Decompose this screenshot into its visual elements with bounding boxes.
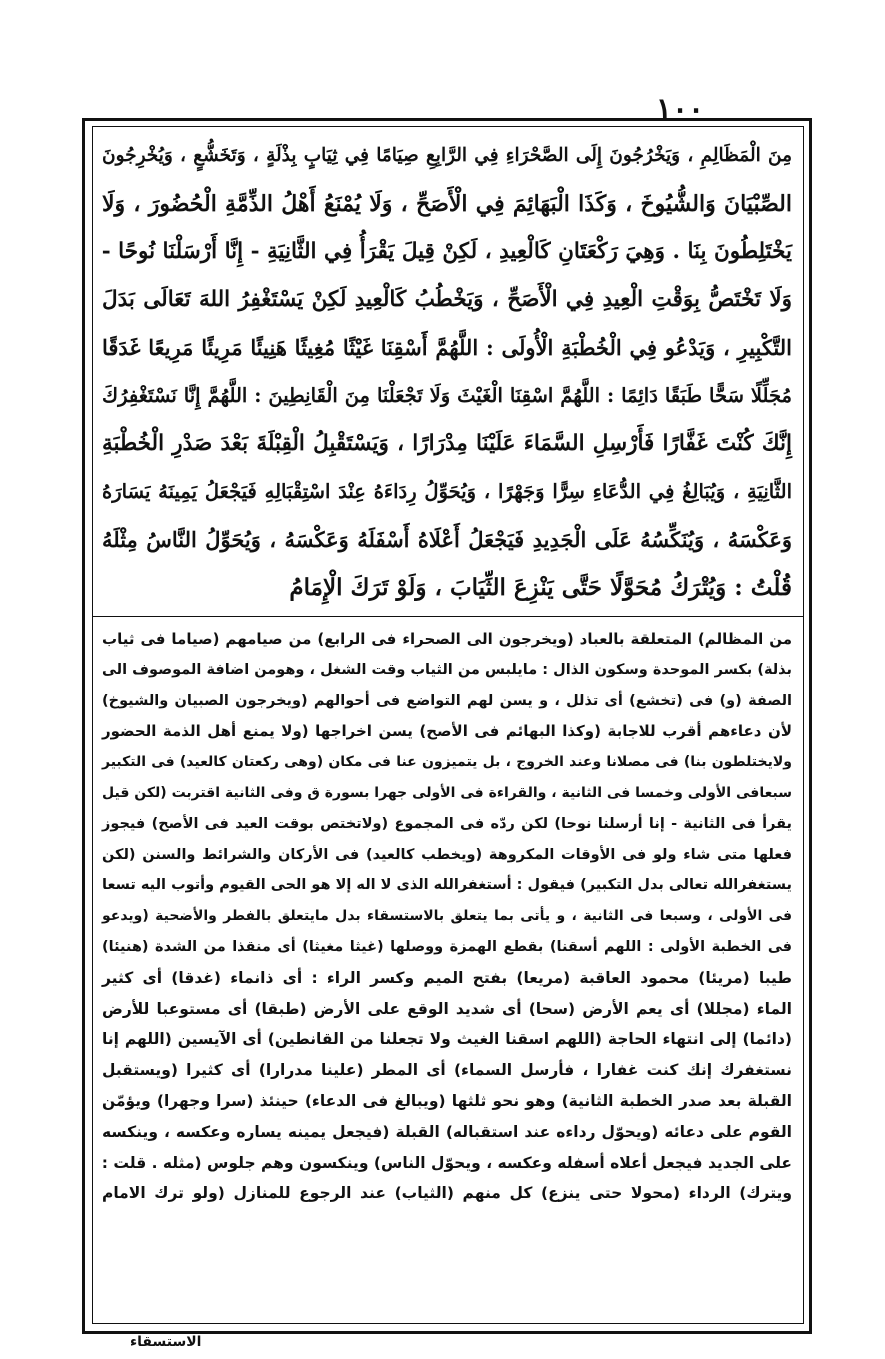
commentary-line: من المظالم) المتعلقة بالعباد (ويخرجون الى الصحراء فى الرابع) من صيامهم (صياما فى ثياب xyxy=(102,630,792,648)
section-divider xyxy=(92,616,804,617)
commentary-block xyxy=(94,624,800,1324)
commentary-line: بذلة) بكسر الموحدة وسكون الذال : مايلبس من الثياب وقت الشغل ، وهومن اضافة الموصوف الى xyxy=(102,661,792,678)
main-text-line: وَعَكْسَهُ ، وَيُنَكِّسُهُ عَلَى الْجَدِيدِ فَيَجْعَلُ أَعْلَاهُ أَسْفَلَهُ وَعَكْسَهُ ، وَيُحَوِّلُ النَّاسُ مِثْلَهُ xyxy=(102,527,792,552)
main-text-line: قُلْتُ : وَيُتْرَكُ مُحَوَّلًا حَتَّى يَنْزِعَ الثِّيَابَ ، وَلَوْ تَرَكَ الْإِمَامُ xyxy=(289,574,792,601)
commentary-line: الصفة (و) فى (تخشع) أى تذلل ، و يسن لهم التواضع فى أحوالهم (ويخرجون الصبيان والشيوخ) xyxy=(102,692,792,709)
main-text-line: وَلَا تَخْتَصُّ بِوَقْتِ الْعِيدِ فِي الْأَصَحِّ ، وَيَخْطُبُ كَالْعِيدِ لَكِنْ يَسْتَغْفِرُ اللهَ تَعَالَى بَدَلَ xyxy=(102,287,792,312)
commentary-line: لأن دعاءهم أقرب للاجابة (وكذا البهائم فى الأصح) يسن اخراجها (ولا يمنع أهل الذمة الحضور xyxy=(102,722,792,741)
main-text-line: التَّكْبِيرِ ، وَيَدْعُو فِي الْخُطْبَةِ الْأُولَى : اللَّهُمَّ أَسْقِنَا غَيْثًا مُغِيثًا هَنِيئًا مَرِيئًا مَرِيعًا غَدَقًا xyxy=(102,335,792,360)
commentary-line: يقرأ فى الثانية - إنا أرسلنا نوحا) لكن ردّه فى المجموع (ولاتختص بوقت العيد فى الأصح) فيجوز xyxy=(102,815,792,832)
main-text-line: إِنَّكَ كُنْتَ غَفَّارًا فَأَرْسِلِ السَّمَاءَ عَلَيْنَا مِدْرَارًا ، وَيَسْتَقْبِلُ الْقِبْلَةَ بَعْدَ صَدْرِ الْخُطْبَةِ xyxy=(102,431,792,456)
commentary-line: فى الخطبة الأولى : اللهم أسقنا) بقطع الهمزة ووصلها (غيثا مغيثا) أى منقذا من الشدة (هنيئا) xyxy=(102,938,792,955)
commentary-line: فعلها متى شاء ولو فى الأوقات المكروهة (ويخطب كالعيد) فى الأركان والشرائط والسنن (لكن xyxy=(102,846,792,863)
commentary-line: الماء (مجللا) أى يعم الأرض (سحا) أى شديد الوقع على الأرض (طبقا) أى مستوعبا للأرض xyxy=(102,999,792,1018)
main-text-line: مِنَ الْمَظَالِمِ ، وَيَخْرُجُونَ إِلَى الصَّحْرَاءِ فِي الرَّابِعِ صِيَامًا فِي ثِيَابٍ بِذْلَةٍ ، وَتَخَشُّعٍ ، وَيُخْرِجُونَ xyxy=(102,145,792,166)
commentary-line: ولايختلطون بنا) فى مصلانا وعند الخروج ، بل يتميزون عنا فى مكان (وهى ركعتان كالعيد) فى التكبير xyxy=(102,754,792,771)
catchword: الاستسقاء xyxy=(130,1334,202,1350)
main-text-line: الثَّانِيَةِ ، وَيُبَالِغُ فِي الدُّعَاءِ سِرًّا وَجَهْرًا ، وَيُحَوِّلُ رِدَاءَهُ عِنْدَ اسْتِقْبَالِهِ فَيَجْعَلُ يَمِينَهُ يَسَارَهُ xyxy=(102,480,792,503)
main-text-line: الصِّبْيَانَ وَالشُّيُوخَ ، وَكَذَا الْبَهَائِمَ فِي الْأَصَحِّ ، وَلَا يُمْنَعُ أَهْلُ الذِّمَّةِ الْحُضُورَ ، وَلَا xyxy=(102,191,792,217)
main-text-line: مُجَلِّلًا سَحًّا طَبَقًا دَائِمًا : اللَّهُمَّ اسْقِنَا الْغَيْثَ وَلَا تَجْعَلْنَا مِنَ الْقَانِطِينَ : اللَّهُمَّ إِنَّا نَسْتَغْفِرُكَ xyxy=(102,384,792,407)
page-number: ١٠٠ xyxy=(655,92,705,127)
commentary-line: يستغفرالله تعالى بدل التكبير) فيقول : أستغفرالله الذى لا اله إلا هو الحى القيوم وأتوب اليه تسعا xyxy=(102,877,792,894)
commentary-line: ويترك) الرداء (محولا حتى ينزع) كل منهم (الثياب) عند الرجوع للمنازل (ولو ترك الامام xyxy=(102,1184,792,1203)
commentary-line: (دائما) إلى انتهاء الحاجة (اللهم اسقنا الغيث ولا تجعلنا من القانطين) أى الآيسين (اللهم إنا xyxy=(102,1030,792,1049)
commentary-line: طيبا (مريئا) محمود العاقبة (مريعا) بفتح الميم وكسر الراء : أى ذانماء (غدقا) أى كثير xyxy=(102,968,792,987)
commentary-line: نستغفرك إنك كنت غفارا ، فأرسل السماء) أى المطر (علينا مدرارا) أى كثيرا (ويستقبل xyxy=(102,1061,792,1080)
commentary-line: القوم على دعائه (ويحوّل رداءه عند استقباله) القبلة (فيجعل يمينه يساره وعكسه ، وينكسه xyxy=(102,1122,792,1141)
main-text-block xyxy=(94,132,800,614)
commentary-line: فى الأولى ، وسبعا فى الثانية ، و يأتى بما يتعلق بالاستسقاء بدل مايتعلق بالفطر والأضحية (ويدعو xyxy=(102,908,792,925)
commentary-line: القبلة بعد صدر الخطبة الثانية) وهو نحو ثلثها (ويبالغ فى الدعاء) حينئذ (سرا وجهرا) ويؤمّن xyxy=(102,1091,792,1110)
main-text-line: يَخْتَلِطُونَ بِنَا . وَهِيَ رَكْعَتَانِ كَالْعِيدِ ، لَكِنْ قِيلَ يَقْرَأُ فِي الثَّانِيَةِ - إِنَّا أَرْسَلْنَا نُوحًا - xyxy=(101,239,792,264)
commentary-line: سبعافى الأولى وخمسا فى الثانية ، والقراءة فى الأولى جهرا بسورة ق وفى الثانية اقتربت (لكن قيل xyxy=(102,784,792,801)
commentary-line: على الجديد فيجعل أعلاه أسفله وعكسه ، ويحوّل الناس) وينكسون وهم جلوس (مثله . قلت : xyxy=(101,1153,792,1172)
